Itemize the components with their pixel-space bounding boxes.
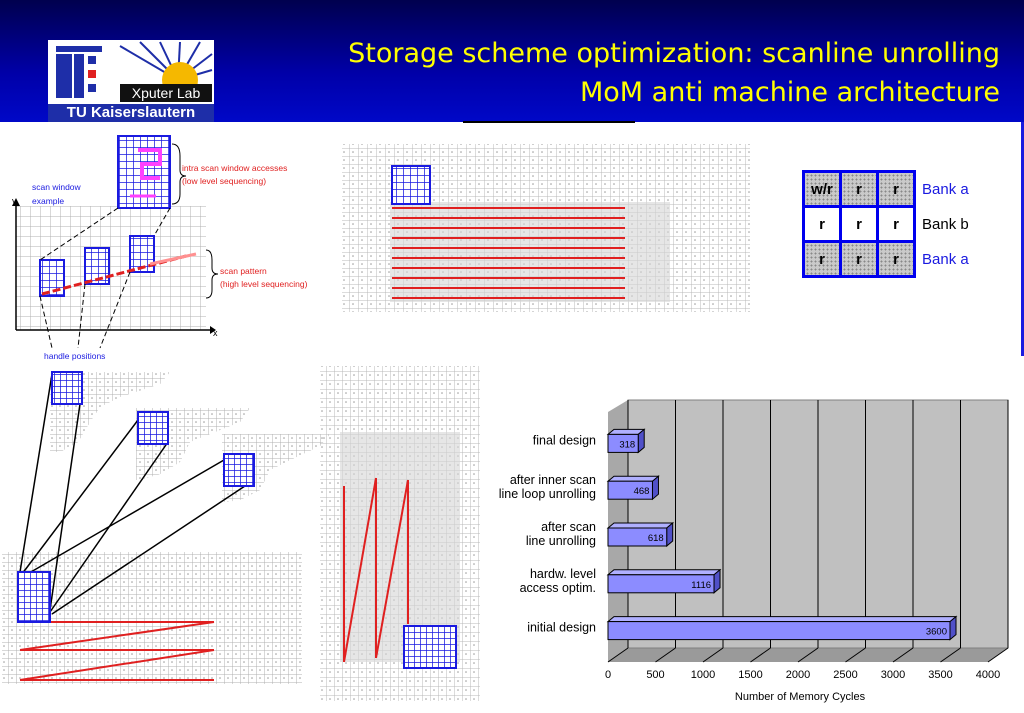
memory-cycles-chart	[480, 398, 1020, 704]
x-tick-label: 1500	[738, 669, 763, 681]
bank-cell: r	[878, 172, 915, 207]
bar	[608, 622, 950, 640]
bank-label: Bank a	[922, 250, 969, 268]
bank-cell: r	[878, 242, 915, 277]
bar-top	[608, 617, 956, 622]
scan-pattern-label-1: scan pattern	[220, 266, 267, 276]
bar-value-label: 3600	[925, 626, 947, 638]
chart-x-ticks	[605, 669, 1000, 681]
handle-zoom-diagram	[0, 362, 330, 712]
scan-window-label-1: scan window	[32, 182, 81, 192]
axis-y-label: y	[12, 196, 17, 206]
logo	[48, 40, 214, 122]
x-tick-label: 0	[604, 669, 612, 681]
category-label: after inner scan	[509, 473, 596, 488]
x-tick-label: 4000	[975, 669, 1001, 681]
intra-label-2: (low level sequencing)	[182, 176, 267, 186]
page-title-line-2: MoM anti machine architecture	[579, 77, 1000, 108]
intra-label-1: intra scan window accesses	[182, 163, 288, 173]
bar-top	[608, 523, 673, 528]
chart-categories	[499, 433, 596, 634]
logo-caption: TU Kaiserslautern	[66, 104, 196, 121]
bank-cell: r	[841, 172, 878, 207]
x-tick-label: 3000	[880, 669, 906, 681]
x-tick-label: 2500	[833, 669, 858, 681]
bar-value-label: 1116	[691, 579, 712, 591]
bank-cell: r	[841, 242, 878, 277]
scanline-grid-diagram	[340, 140, 755, 315]
bar-top	[608, 570, 720, 575]
bank-table	[802, 170, 986, 278]
x-tick-label: 1000	[690, 669, 716, 681]
handle-label: handle positions	[44, 351, 106, 361]
bank-label: Bank a	[922, 180, 969, 198]
chart-xlabel: Number of Memory Cycles	[734, 691, 866, 703]
bank-cell: r	[878, 207, 915, 242]
category-label: final design	[532, 433, 596, 448]
category-label: after scan	[541, 520, 596, 534]
page-title-line-1: Storage scheme optimization: scanline unrolling	[348, 38, 1000, 69]
bank-row	[804, 207, 985, 242]
bank-cell: r	[804, 207, 841, 242]
bar-value-label: 318	[619, 439, 636, 451]
category-label: initial design	[527, 620, 596, 635]
category-label: access optim.	[519, 580, 596, 595]
bank-cell: w/r	[804, 172, 841, 207]
title-underline	[463, 121, 635, 123]
axis-x-label: x	[213, 328, 218, 338]
scan-pattern-label-2: (high level sequencing)	[220, 279, 308, 289]
column-unrolling-diagram	[318, 362, 483, 707]
bank-cell: r	[841, 207, 878, 242]
category-label: line loop unrolling	[498, 487, 596, 502]
bank-row	[804, 242, 985, 277]
scan-window-diagram	[0, 126, 330, 366]
x-tick-label: 2000	[785, 669, 811, 681]
bar-value-label: 618	[647, 533, 664, 544]
category-label: line unrolling	[525, 534, 596, 548]
x-tick-label: 3500	[928, 669, 953, 681]
logo-lab-text: Xputer Lab	[120, 84, 212, 102]
scan-window-label-2: example	[32, 196, 65, 206]
bar-value-label: 468	[633, 486, 650, 498]
bank-row	[804, 172, 985, 207]
bank-label: Bank b	[922, 215, 969, 233]
bank-cell: r	[804, 242, 841, 277]
title-bar	[0, 0, 1024, 122]
category-label: hardw. level	[529, 566, 596, 581]
x-tick-label: 500	[646, 669, 665, 681]
bar-top	[608, 476, 658, 481]
